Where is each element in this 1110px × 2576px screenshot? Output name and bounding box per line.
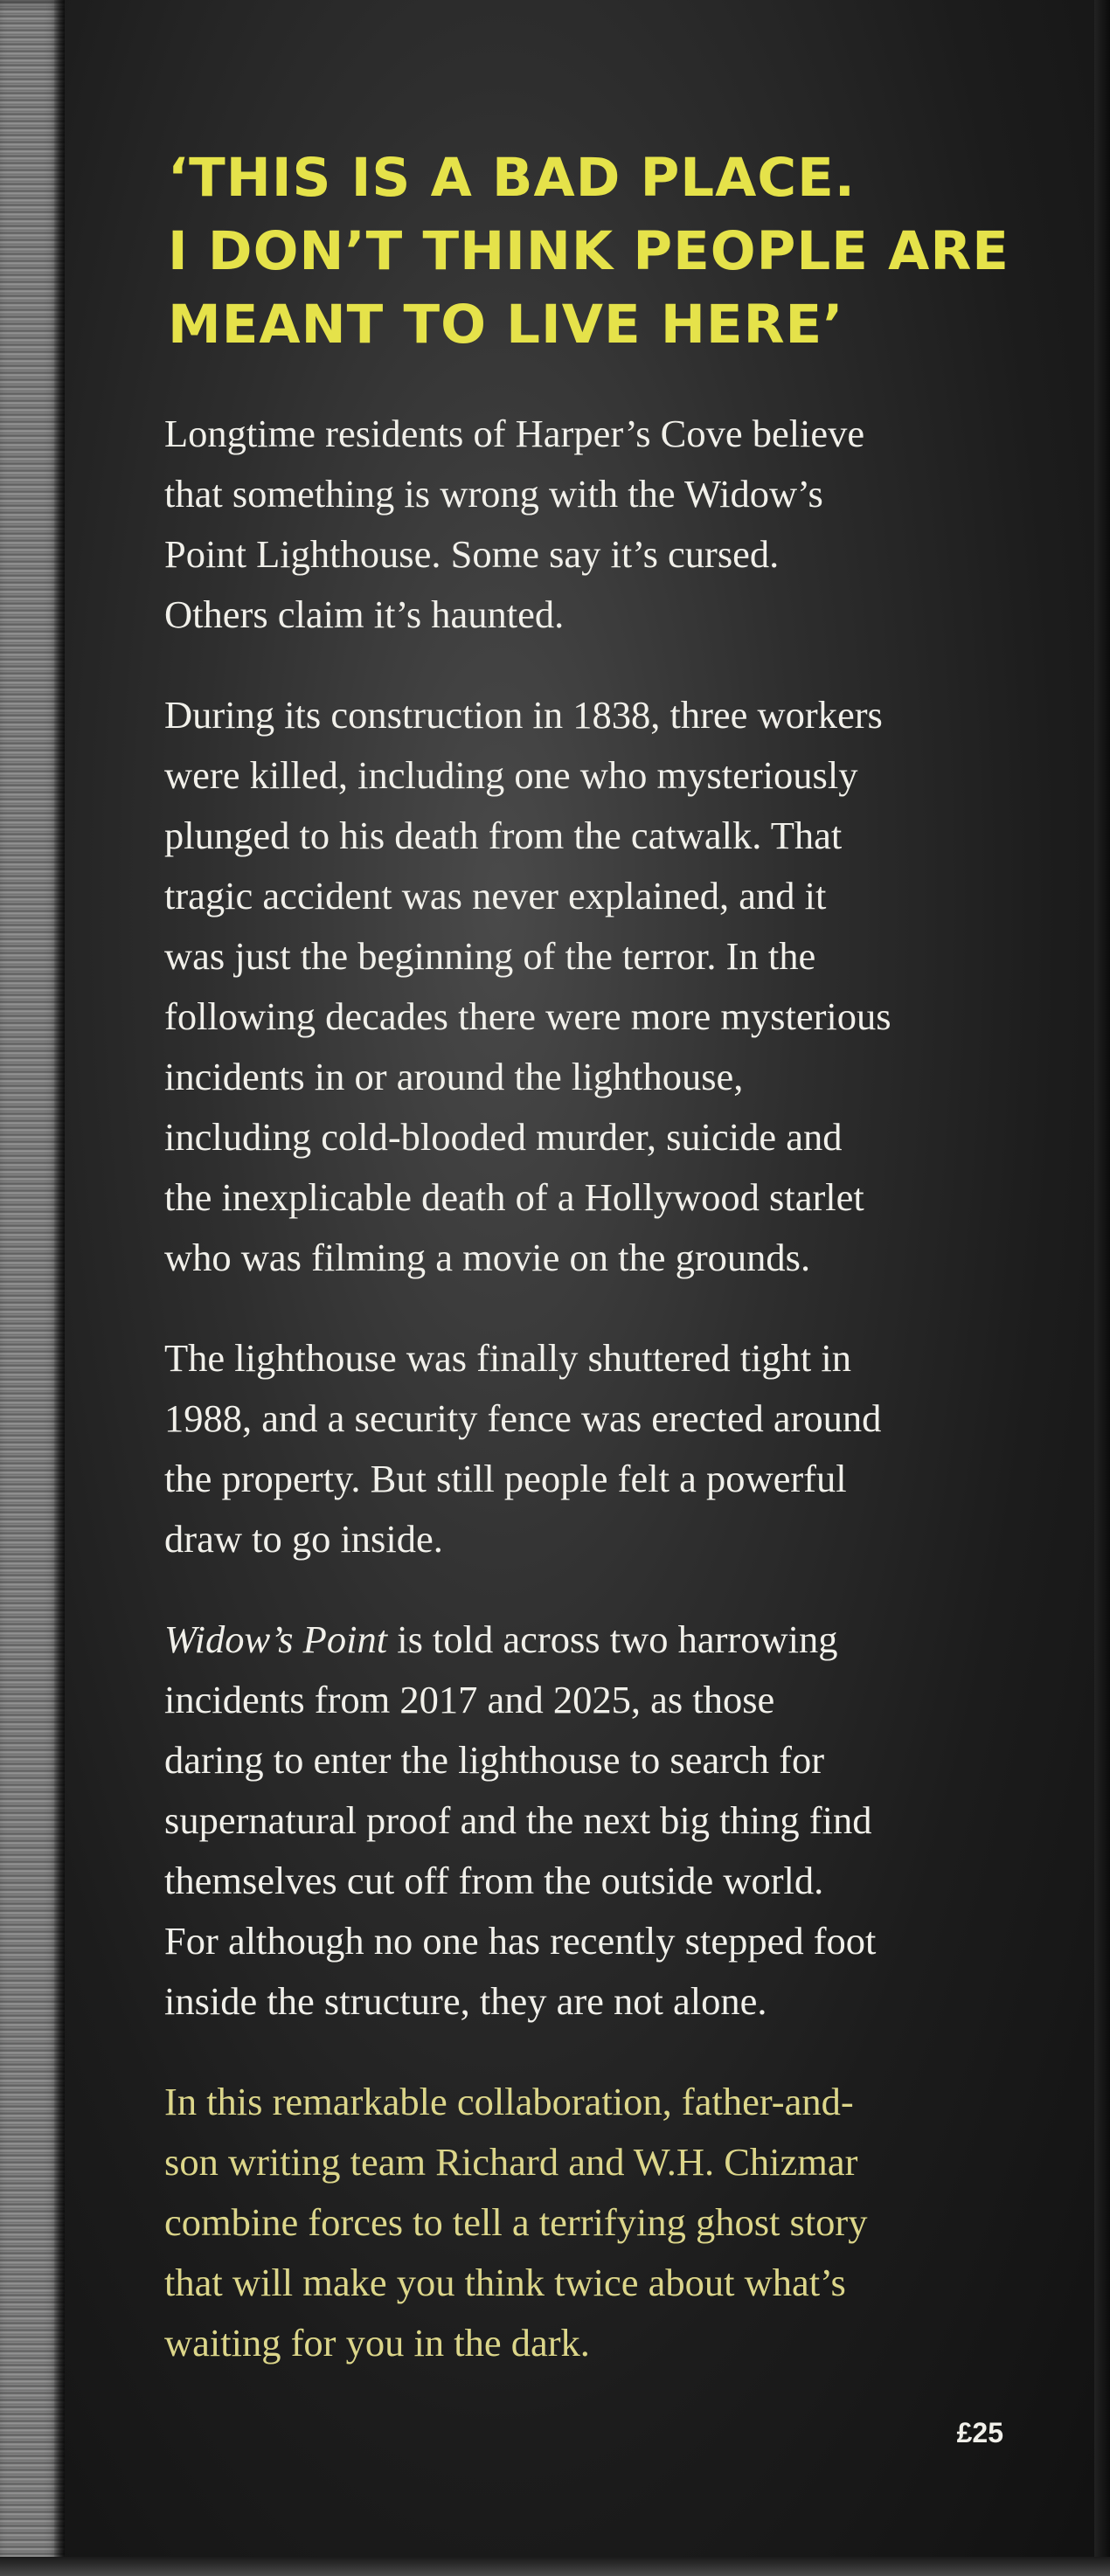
text-line: For although no one has recently stepped foot xyxy=(164,1919,877,1963)
text-line: themselves cut off from the outside world. xyxy=(164,1859,824,1902)
text-fragment: is told across two harrowing xyxy=(387,1617,838,1661)
paragraph-intro xyxy=(164,404,1047,645)
paragraph-synopsis xyxy=(164,1610,1047,2032)
text-line: draw to go inside. xyxy=(164,1517,443,1561)
headline-quote xyxy=(168,142,1051,362)
book-title: Widow’s Point xyxy=(164,1617,388,1661)
text-line: tragic accident was never explained, and it xyxy=(164,874,827,918)
headline-line: I DON’T THINK PEOPLE ARE xyxy=(168,220,1009,282)
text-line: the inexplicable death of a Hollywood starlet xyxy=(164,1175,864,1219)
text-line: incidents in or around the lighthouse, xyxy=(164,1055,744,1098)
text-line: that will make you think twice about what’s xyxy=(164,2261,846,2304)
text-line: the property. But still people felt a powerful xyxy=(164,1457,847,1500)
text-line: 1988, and a security fence was erected around xyxy=(164,1396,882,1440)
price-label: £25 xyxy=(956,2417,1003,2448)
right-edge xyxy=(1094,0,1110,2576)
text-line xyxy=(164,1610,1047,1670)
text-line: inside the structure, they are not alone. xyxy=(164,1979,767,2023)
text-line: including cold-blooded murder, suicide and xyxy=(164,1115,843,1159)
paragraph-shuttered xyxy=(164,1328,1047,1569)
text-line: plunged to his death from the catwalk. That xyxy=(164,814,843,857)
text-line: incidents from 2017 and 2025, as those xyxy=(164,1678,775,1721)
text-line: waiting for you in the dark. xyxy=(164,2321,590,2365)
text-line: supernatural proof and the next big thing find xyxy=(164,1798,872,1842)
text-line: daring to enter the lighthouse to search for xyxy=(164,1738,825,1782)
text-line: Point Lighthouse. Some say it’s cursed. xyxy=(164,532,780,576)
paragraph-authors xyxy=(164,2072,1047,2373)
spine-edge xyxy=(0,0,65,2576)
text-line: who was filming a movie on the grounds. xyxy=(164,1236,811,1279)
text-line: following decades there were more mysterious xyxy=(164,994,891,1038)
text-line: Others claim it’s haunted. xyxy=(164,592,565,636)
text-line: were killed, including one who mysteriously xyxy=(164,753,858,797)
headline-line: ‘THIS IS A BAD PLACE. xyxy=(168,147,856,209)
paragraph-history xyxy=(164,685,1047,1288)
text-line: was just the beginning of the terror. In the xyxy=(164,934,816,978)
text-line: The lighthouse was finally shuttered tight in xyxy=(164,1336,852,1380)
text-line: During its construction in 1838, three workers xyxy=(164,693,883,737)
headline-line: MEANT TO LIVE HERE’ xyxy=(168,294,844,356)
text-line: that something is wrong with the Widow’s xyxy=(164,472,823,516)
bottom-edge xyxy=(0,2557,1110,2576)
text-line: Longtime residents of Harper’s Cove believe xyxy=(164,412,865,455)
text-line: son writing team Richard and W.H. Chizmar xyxy=(164,2140,858,2184)
blurb xyxy=(164,404,1047,2413)
text-line: In this remarkable collaboration, father-and- xyxy=(164,2080,854,2123)
text-line: combine forces to tell a terrifying ghost story xyxy=(164,2200,868,2244)
